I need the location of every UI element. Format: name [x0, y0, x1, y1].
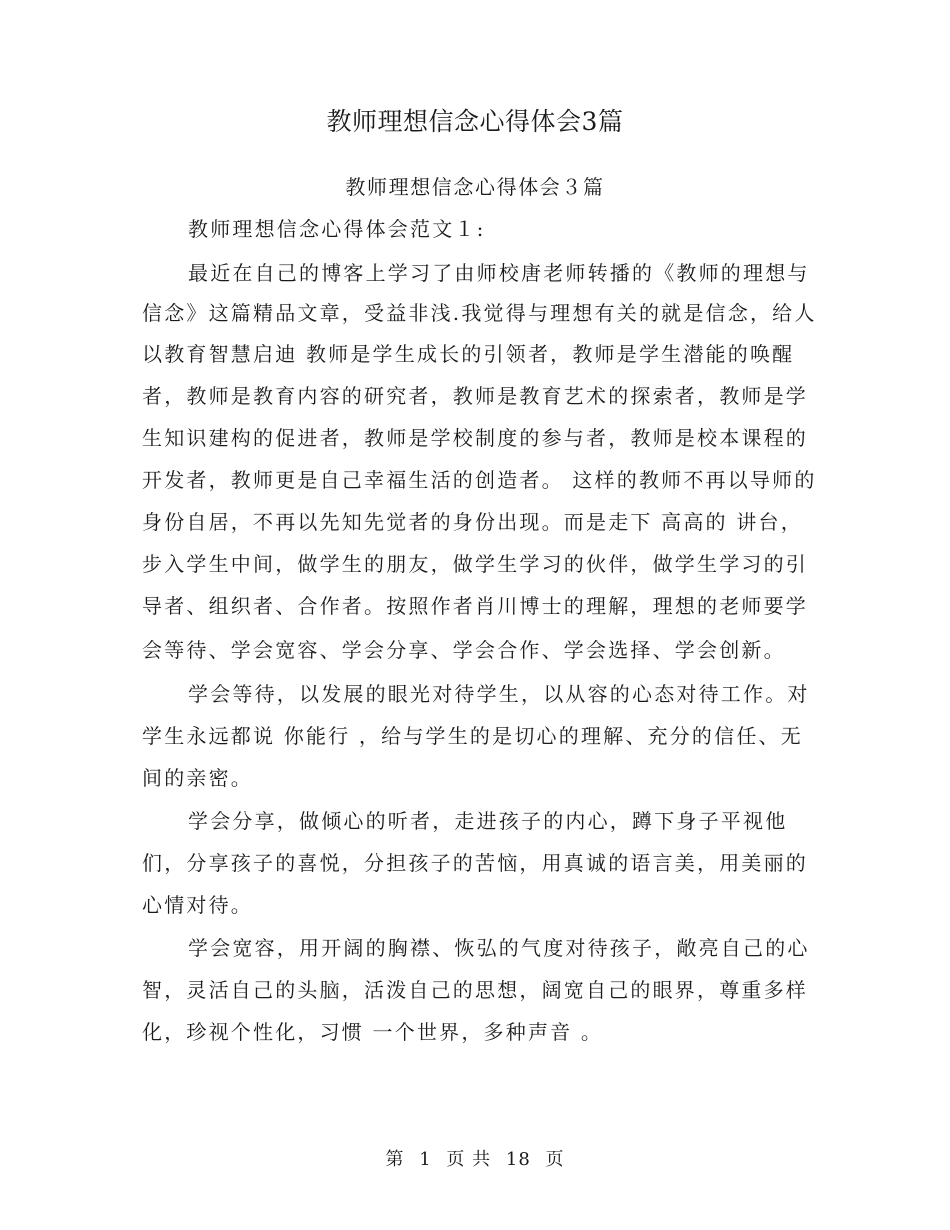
text-line: 学会等待，以发展的眼光对待学生，以从容的心态对待工作。对 — [188, 682, 810, 706]
text-line: 学生永远都说 你能行 ，给与学生的是切心的理解、充分的信任、无 — [142, 724, 803, 748]
footer-page-number: 1 — [419, 1149, 432, 1170]
text-line: 导者、组织者、合作者。按照作者肖川博士的理解，理想的老师要学 — [142, 594, 808, 618]
text-line: 间的亲密。 — [142, 766, 253, 790]
text-line: 步入学生中间，做学生的朋友，做学生学习的伙伴，做学生学习的引 — [142, 552, 808, 576]
text-line: 智，灵活自己的头脑，活泼自己的思想，阔宽自己的眼界，尊重多样 — [142, 978, 808, 1002]
text-line: 会等待、学会宽容、学会分享、学会合作、学会选择、学会创新。 — [142, 638, 786, 662]
text-line: 开发者，教师更是自己幸福生活的创造者。 这样的教师不再以导师的 — [142, 468, 817, 492]
footer-mid: 页 共 — [446, 1149, 492, 1170]
text-line: 生知识建构的促进者，教师是学校制度的参与者，教师是校本课程的 — [142, 426, 808, 450]
text-line: 学会分享，做倾心的听者，走进孩子的内心，蹲下身子平视他 — [188, 809, 788, 833]
text-line: 者，教师是教育内容的研究者，教师是教育艺术的探索者，教师是学 — [142, 384, 808, 408]
text-line: 们，分享孩子的喜悦，分担孩子的苦恼，用真诚的语言美，用美丽的 — [142, 851, 808, 875]
page-footer — [0, 1146, 950, 1174]
footer-suffix: 页 — [545, 1149, 565, 1170]
text-line: 最近在自己的博客上学习了由师校唐老师转播的《教师的理想与 — [188, 261, 810, 285]
document-title: 教师理想信念心得体会3篇 — [326, 107, 624, 136]
footer-total-pages: 18 — [505, 1149, 531, 1170]
footer-prefix: 第 — [385, 1149, 405, 1170]
text-line: 身份自居，不再以先知先觉者的身份出现。而是走下 高高的 讲台， — [142, 510, 803, 534]
text-line: 以教育智慧启迪 教师是学生成长的引领者，教师是学生潜能的唤醒 — [142, 342, 795, 366]
text-line: 教师理想信念心得体会范文１: — [188, 217, 486, 241]
text-line: 心情对待。 — [142, 893, 253, 917]
text-line: 信念》这篇精品文章，受益非浅.我觉得与理想有关的就是信念，给人 — [142, 301, 817, 325]
text-line: 学会宽容，用开阔的胸襟、恢弘的气度对待孩子，敞亮自己的心 — [188, 936, 810, 960]
text-line: 化，珍视个性化，习惯 一个世界，多种声音 。 — [142, 1020, 604, 1044]
document-subtitle: 教师理想信念心得体会３篇 — [345, 175, 605, 199]
